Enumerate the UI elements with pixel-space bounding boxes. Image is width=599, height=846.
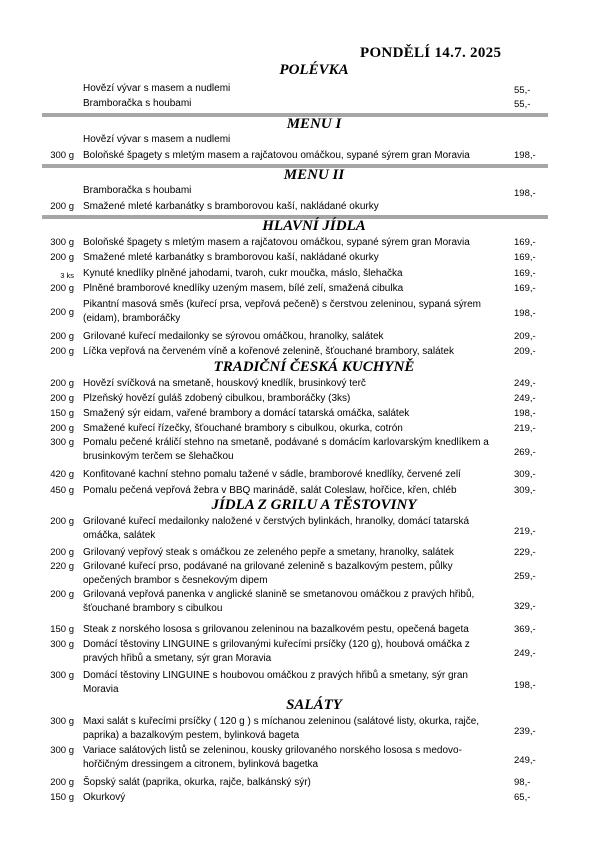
menu-item	[0, 436, 599, 464]
item-description: Grilované kuřecí prso, podávané na grilované zelenině s bazalkovým pestem, půlky opečených brambor s česnekovým dipem	[83, 561, 453, 586]
item-weight: 200 g	[50, 393, 74, 404]
item-description: Domácí těstoviny LINGUINE s grilovanými kuřecími prsíčky (120 g), houbová omáčka z pravých hřibů a smetany, sýr gran Moravia	[83, 639, 470, 664]
item-description: Šopský salát (paprika, okurka, rajče, balkánský sýr)	[83, 777, 311, 788]
item-description: Grilované kuřecí medailonky naložené v čerstvých bylinkách, hranolky, domácí tatarská omáčka, salátek	[83, 516, 470, 541]
item-price: 55,-	[514, 85, 531, 96]
item-description: Steak z norského lososa s grilovanou zeleninou na bazalkovém pestu, opečená bageta	[83, 624, 469, 635]
item-price: 65,-	[514, 792, 531, 803]
item-weight: 200 g	[50, 378, 74, 389]
item-description: Variace salátových listů se zeleninou, kousky grilovaného norského lososa s medovo-hořčičným dressingem a citronem, bylinková bagetka	[83, 745, 462, 770]
item-price: 259,-	[514, 571, 536, 582]
item-price: 249,-	[514, 648, 536, 659]
menu-item	[0, 669, 599, 697]
item-weight: 200 g	[50, 283, 74, 294]
item-weight: 3 ks	[60, 271, 74, 280]
item-price: 169,-	[514, 268, 536, 279]
item-price: 169,-	[514, 283, 536, 294]
item-weight: 200 g	[50, 307, 74, 318]
item-price: 198,-	[514, 408, 536, 419]
item-description: Líčka vepřová na červeném víně a kořenové zelenině, šťouchané brambory, salátek	[83, 346, 454, 357]
item-description: Kynuté knedlíky plněné jahodami, tvaroh, cukr moučka, máslo, šlehačka	[83, 268, 403, 279]
item-description: Hovězí vývar s masem a nudlemi	[83, 134, 231, 145]
item-weight: 300 g	[50, 716, 74, 727]
item-weight: 200 g	[50, 346, 74, 357]
item-description: Maxi salát s kuřecími prsíčky ( 120 g ) s míchanou zeleninou (salátové listy, okurka, rajče, paprika) a bazalkovým pestem, bylinková bageta	[83, 716, 480, 741]
item-price: 249,-	[514, 755, 536, 766]
item-weight: 150 g	[50, 792, 74, 803]
item-description: Plněné bramborové knedlíky uzeným masem, bílé zelí, smažená cibulka	[83, 283, 404, 294]
item-price: 55,-	[514, 99, 531, 110]
item-price: 198,-	[514, 308, 536, 319]
item-price: 249,-	[514, 378, 536, 389]
item-price: 219,-	[514, 526, 536, 537]
item-description: Pikantní masová směs (kuřecí prsa, vepřová pečeně) s čerstvou zeleninou, sypaná sýrem (eidam), bramboráčky	[83, 299, 481, 324]
item-description: Bramboračka s houbami	[83, 185, 192, 196]
section-title-polevka: POLÉVKA	[279, 62, 349, 78]
item-description: Boloňské špagety s mletým masem a rajčatovou omáčkou, sypané sýrem gran Moravia	[83, 150, 470, 161]
item-weight: 150 g	[50, 408, 74, 419]
item-weight: 200 g	[50, 777, 74, 788]
item-price: 198,-	[514, 150, 536, 161]
item-price: 309,-	[514, 469, 536, 480]
item-weight: 200 g	[50, 423, 74, 434]
item-description: Smažené mleté karbanátky s bramborovou kaší, nakládané okurky	[83, 201, 379, 212]
item-price: 169,-	[514, 252, 536, 263]
item-weight: 300 g	[50, 150, 74, 161]
item-description: Hovězí svíčková na smetaně, houskový knedlík, brusinkový terč	[83, 378, 366, 389]
item-description: Smažený sýr eidam, vařené brambory a domácí tatarská omáčka, salátek	[83, 408, 410, 419]
item-description: Smažené kuřecí řízečky, šťouchané brambory s cibulkou, okurka, cotrón	[83, 423, 403, 434]
item-description: Plzeňský hovězí guláš zdobený cibulkou, bramboráčky (3ks)	[83, 393, 351, 404]
item-description: Grilovaná vepřová panenka v anglické slanině se smetanovou omáčkou z pravých hřibů, šťouchané brambory s cibulkou	[83, 589, 475, 614]
section-title-menu2: MENU II	[283, 167, 345, 183]
item-weight: 300 g	[50, 639, 74, 650]
menu-item	[0, 298, 599, 326]
item-weight: 450 g	[50, 485, 74, 496]
item-price: 209,-	[514, 346, 536, 357]
item-price: 209,-	[514, 331, 536, 342]
menu-item	[0, 715, 599, 743]
item-price: 239,-	[514, 726, 536, 737]
section-title-salaty: SALÁTY	[286, 697, 342, 713]
item-weight: 200 g	[50, 201, 74, 212]
menu-item	[0, 560, 599, 588]
item-price: 229,-	[514, 547, 536, 558]
item-price: 329,-	[514, 601, 536, 612]
section-title-menu1: MENU I	[286, 116, 342, 132]
item-price: 369,-	[514, 624, 536, 635]
item-weight: 200 g	[50, 547, 74, 558]
item-weight: 300 g	[50, 745, 74, 756]
item-description: Hovězí vývar s masem a nudlemi	[83, 83, 231, 94]
item-price: 198,-	[514, 680, 536, 691]
item-description: Grilovaný vepřový steak s omáčkou ze zeleného pepře a smetany, hranolky, salátek	[83, 547, 454, 558]
section-title-hlavni: HLAVNÍ JÍDLA	[262, 218, 366, 234]
item-price: 98,-	[514, 777, 531, 788]
item-description: Bramboračka s houbami	[83, 98, 192, 109]
item-description: Boloňské špagety s mletým masem a rajčatovou omáčkou, sypané sýrem gran Moravia	[83, 237, 470, 248]
item-price: 169,-	[514, 237, 536, 248]
item-weight: 420 g	[50, 469, 74, 480]
item-weight: 200 g	[50, 252, 74, 263]
item-description: Domácí těstoviny LINGUINE s houbovou omáčkou z pravých hřibů a smetany, sýr gran Moravia	[83, 670, 468, 695]
item-weight: 150 g	[50, 624, 74, 635]
item-description: Okurkový	[83, 792, 126, 803]
item-price: 309,-	[514, 485, 536, 496]
menu-item	[0, 515, 599, 543]
item-description: Pomalu pečená vepřová žebra v BBQ marinádě, salát Coleslaw, hořčice, křen, chléb	[83, 485, 457, 496]
item-weight: 300 g	[50, 437, 74, 448]
item-price: 249,-	[514, 393, 536, 404]
menu-item	[0, 744, 599, 772]
item-description: Pomalu pečené králičí stehno na smetaně, podávané s domácím karlovarským knedlíkem a brusinkovým terčem se šlehačkou	[83, 437, 489, 462]
item-weight: 220 g	[50, 561, 74, 572]
item-description: Smažené mleté karbanátky s bramborovou kaší, nakládané okurky	[83, 252, 379, 263]
item-price: 219,-	[514, 423, 536, 434]
item-price: 198,-	[514, 188, 536, 199]
item-price: 269,-	[514, 447, 536, 458]
section-title-gril: JÍDLA Z GRILU A TĚSTOVINY	[211, 497, 417, 513]
item-description: Konfitované kachní stehno pomalu tažené v sádle, bramborové knedlíky, červené zelí	[83, 469, 461, 480]
item-weight: 200 g	[50, 516, 74, 527]
section-title-tradicni: TRADIČNÍ ČESKÁ KUCHYNĚ	[213, 359, 415, 375]
item-weight: 300 g	[50, 237, 74, 248]
item-weight: 300 g	[50, 670, 74, 681]
item-description: Grilované kuřecí medailonky se sýrovou omáčkou, hranolky, salátek	[83, 331, 384, 342]
menu-item	[0, 588, 599, 616]
item-weight: 200 g	[50, 589, 74, 600]
item-weight: 200 g	[50, 331, 74, 342]
menu-item	[0, 638, 599, 666]
menu-date: PONDĚLÍ 14.7. 2025	[360, 45, 502, 61]
